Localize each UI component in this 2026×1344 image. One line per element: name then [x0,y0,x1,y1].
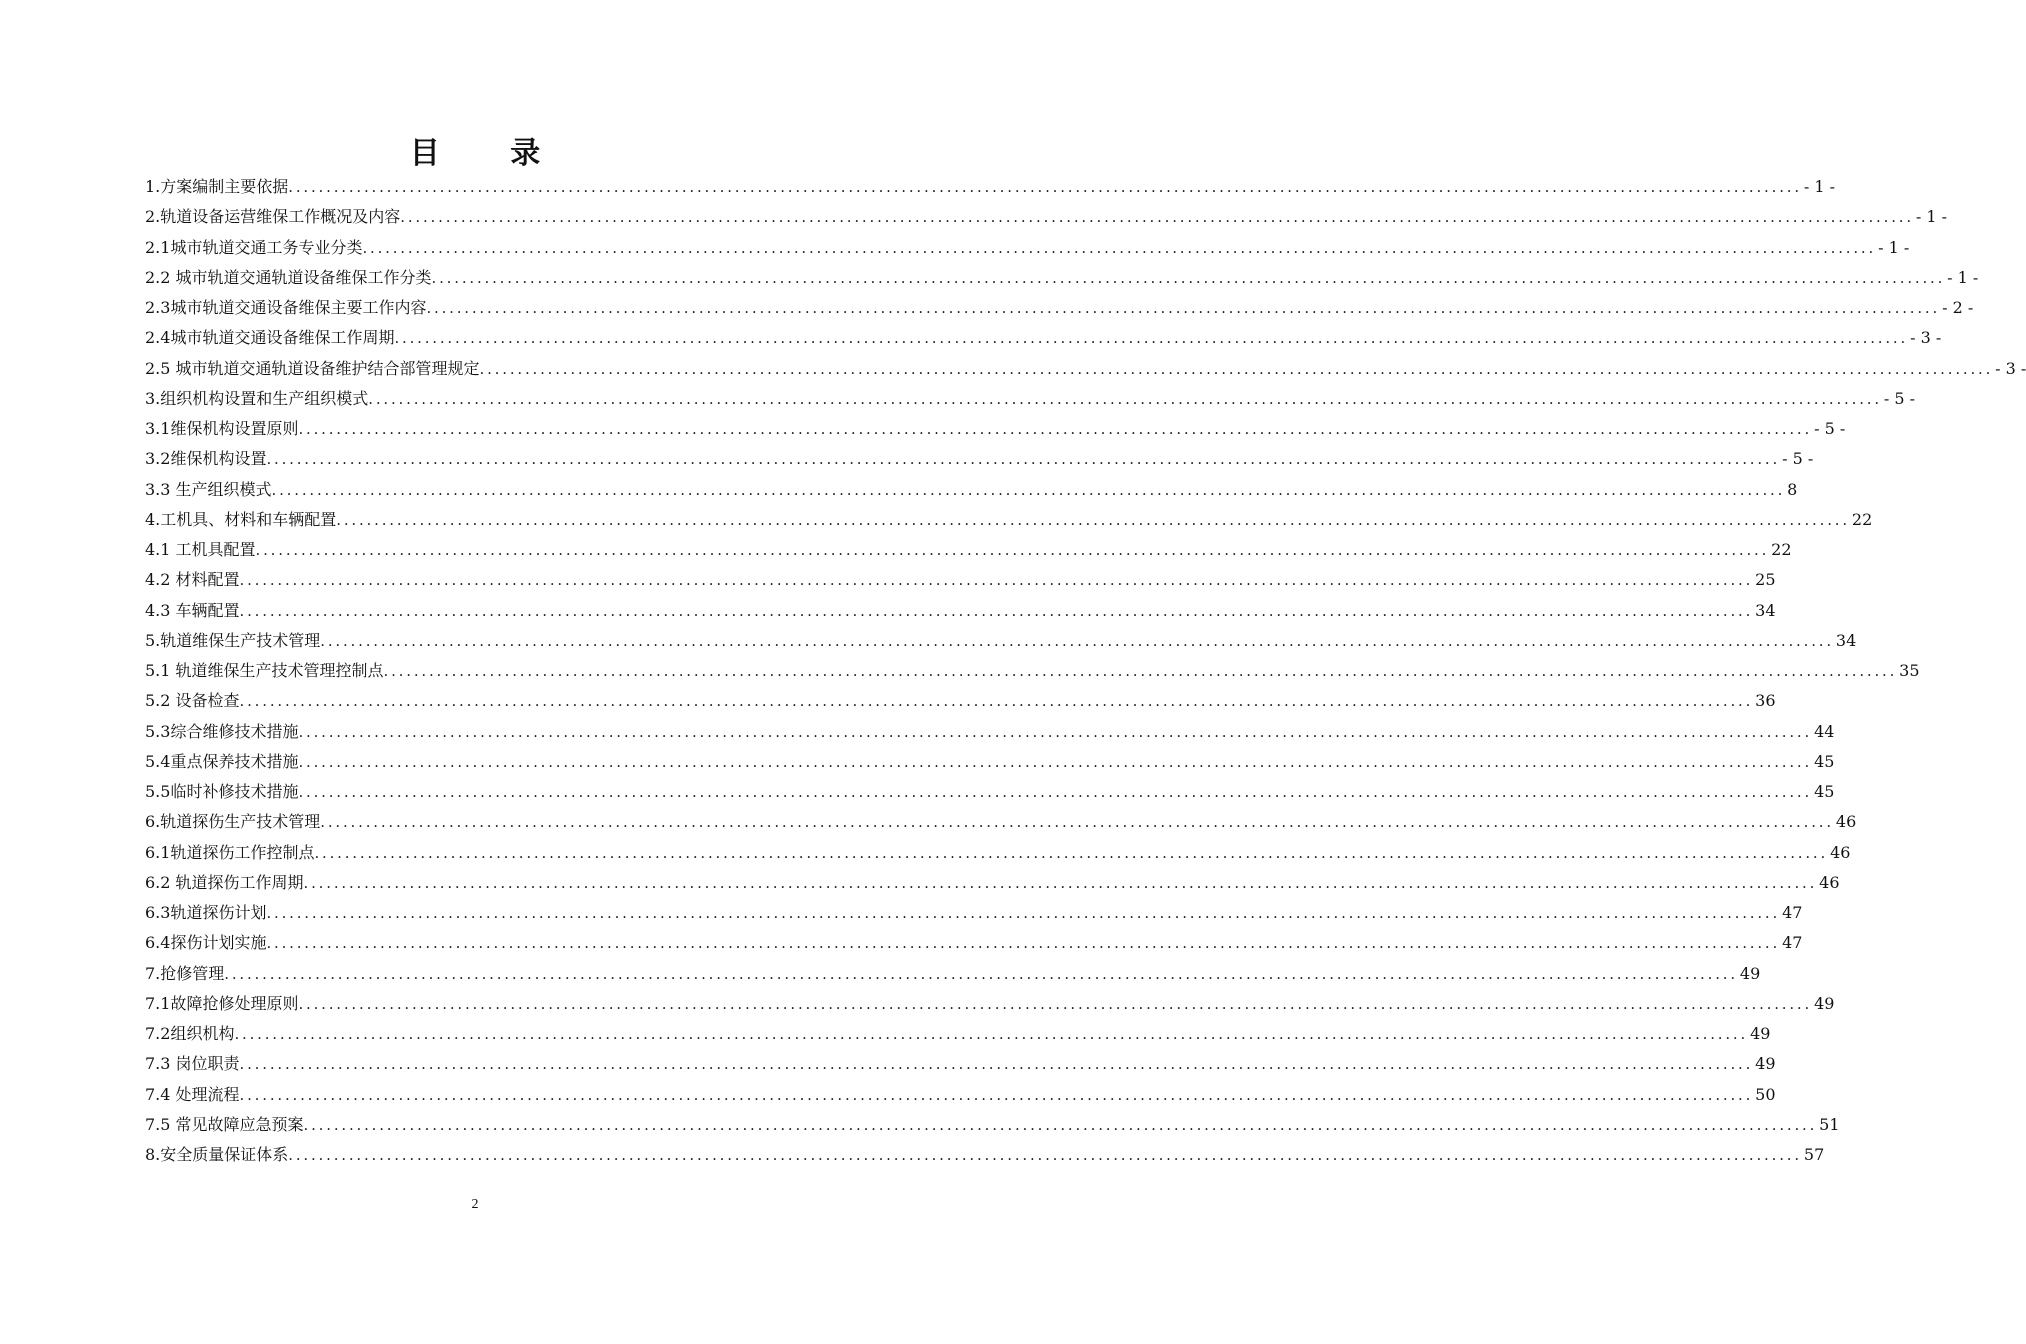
toc-leader-dots: ........................................................................................................................................................................................................ [383,662,1898,680]
toc-entry-page: - 1 - [1803,177,1836,196]
toc-entry[interactable] [145,898,1803,928]
toc-leader-dots: ........................................................................................................................................................................................................ [224,964,1738,983]
toc-entry-page: 49 [1750,1024,1771,1043]
toc-entry[interactable] [145,384,1916,414]
toc-leader-dots: ........................................................................................................................................................................................................ [431,268,1946,287]
toc-leader-dots: ........................................................................................................................................................................................................ [234,1025,1749,1043]
toc-entry[interactable] [145,1019,1771,1049]
toc-entry-label: 2.1城市轨道交通工务专业分类 [145,237,363,257]
toc-title: 目 录 [409,136,571,171]
toc-entry-page: 46 [1819,872,1840,892]
toc-entry-page: - 1 - [1878,237,1910,257]
toc-entry-page: - 1 - [1915,207,1948,227]
toc-entry-page: 45 [1814,751,1835,771]
toc-leader-dots: ........................................................................................................................................................................................................ [314,843,1829,862]
toc-entry[interactable] [145,928,1803,958]
toc-entry[interactable] [145,475,1798,505]
toc-entry-page: 46 [1835,812,1857,832]
toc-entry[interactable] [145,656,1920,686]
toc-leader-dots: ........................................................................................................................................................................................................ [426,299,1941,317]
toc-entry-label: 6.1轨道探伤工作控制点 [145,842,315,862]
toc-entry-label: 7.1故障抢修处理原则 [145,993,299,1013]
toc-entry[interactable] [145,959,1761,989]
toc-leader-dots: ........................................................................................................................................................................................................ [239,571,1754,590]
toc-entry-label: 2.4城市轨道交通设备维保工作周期 [145,328,395,348]
toc-entry[interactable] [145,838,1851,868]
toc-leader-dots: ........................................................................................................................................................................................................ [362,238,1877,257]
toc-entry-page: - 3 - [1910,328,1942,348]
toc-leader-dots: ........................................................................................................................................................................................................ [400,208,1914,227]
toc-entry-label: 6.3轨道探伤计划 [145,903,267,922]
toc-entry-label: 1.方案编制主要依据 [145,177,289,196]
toc-leader-dots: ........................................................................................................................................................................................................ [303,1115,1818,1134]
toc-entry[interactable] [145,444,1814,474]
toc-leader-dots: ........................................................................................................................................................................................................ [239,1085,1754,1104]
toc-entry-page: 25 [1755,570,1776,590]
toc-entry-label: 6.2 轨道探伤工作周期 [145,872,304,892]
toc-entry[interactable] [145,414,1846,444]
toc-entry[interactable] [145,686,1776,716]
toc-leader-dots: ........................................................................................................................................................................................................ [298,783,1813,801]
toc-leader-dots: ........................................................................................................................................................................................................ [479,359,1994,378]
toc-entry-label: 5.2 设备检查 [145,691,240,711]
toc-entry-page: 44 [1814,721,1835,741]
toc-entry-label: 5.轨道维保生产技术管理 [145,630,321,650]
toc-entry-page: 46 [1830,842,1851,862]
toc-entry[interactable] [145,1140,1825,1170]
toc-leader-dots: ........................................................................................................................................................................................................ [239,601,1754,620]
toc-entry[interactable] [145,717,1835,747]
toc-leader-dots: ........................................................................................................................................................................................................ [368,389,1882,408]
toc-leader-dots: ........................................................................................................................................................................................................ [239,692,1754,711]
toc-leader-dots: ........................................................................................................................................................................................................ [394,329,1909,348]
toc-leader-dots: ........................................................................................................................................................................................................ [320,631,1834,650]
toc-entry-label: 7.3 岗位职责 [145,1054,240,1074]
toc-leader-dots: ........................................................................................................................................................................................................ [266,450,1781,469]
toc-entry-page: 36 [1755,691,1776,711]
toc-entry-label: 3.2维保机构设置 [145,449,267,469]
toc-entry[interactable] [145,354,2026,384]
table-of-contents [145,172,2026,1170]
toc-entry-label: 4.3 车辆配置 [145,600,240,620]
toc-entry[interactable] [145,868,1840,898]
toc-entry-page: - 3 - [1995,358,2026,378]
toc-leader-dots: ........................................................................................................................................................................................................ [255,541,1770,559]
toc-entry-label: 3.组织机构设置和生产组织模式 [145,388,369,408]
toc-entry[interactable] [145,535,1792,565]
toc-entry-page: 49 [1755,1054,1776,1074]
toc-leader-dots: ........................................................................................................................................................................................................ [266,934,1781,953]
toc-leader-dots: ........................................................................................................................................................................................................ [288,1146,1802,1164]
toc-entry[interactable] [145,1110,1840,1140]
toc-entry-page: - 1 - [1947,267,1979,287]
toc-entry[interactable] [145,233,1910,263]
toc-leader-dots: ........................................................................................................................................................................................................ [298,722,1813,741]
toc-entry-label: 5.5临时补修技术措施 [145,782,299,801]
toc-entry-page: 35 [1899,661,1920,680]
toc-entry-label: 2.2 城市轨道交通轨道设备维保工作分类 [145,267,432,287]
toc-entry-label: 2.轨道设备运营维保工作概况及内容 [145,207,401,227]
toc-entry[interactable] [145,172,1836,202]
toc-entry-page: 49 [1739,963,1761,983]
toc-entry-page: 50 [1755,1084,1776,1104]
toc-entry-label: 2.5 城市轨道交通轨道设备维护结合部管理规定 [145,358,480,378]
toc-entry-label: 4.2 材料配置 [145,570,240,590]
toc-entry-label: 5.4重点保养技术措施 [145,751,299,771]
toc-entry-label: 5.3综合维修技术措施 [145,721,299,741]
toc-leader-dots: ........................................................................................................................................................................................................ [266,904,1781,922]
toc-entry-page: - 5 - [1883,388,1916,408]
toc-leader-dots: ........................................................................................................................................................................................................ [298,420,1813,438]
toc-leader-dots: ........................................................................................................................................................................................................ [303,873,1818,892]
toc-leader-dots: ........................................................................................................................................................................................................ [298,752,1813,771]
toc-entry-page: 22 [1851,509,1873,529]
toc-entry[interactable] [145,1049,1776,1079]
toc-entry-page: 47 [1782,903,1803,922]
toc-entry[interactable] [145,1080,1776,1110]
toc-entry-label: 8.安全质量保证体系 [145,1145,289,1164]
toc-entry-label: 3.1维保机构设置原则 [145,419,299,438]
toc-entry[interactable] [145,323,1942,353]
toc-entry[interactable] [145,596,1776,626]
toc-entry[interactable] [145,293,1974,323]
toc-entry[interactable] [145,989,1835,1019]
toc-entry-page: 49 [1814,993,1835,1013]
toc-entry-label: 4.1 工机具配置 [145,540,256,559]
toc-leader-dots: ........................................................................................................................................................................................................ [271,480,1786,499]
toc-entry[interactable] [145,626,1857,656]
toc-entry[interactable] [145,777,1835,807]
toc-entry[interactable] [145,263,1979,293]
toc-entry-label: 7.5 常见故障应急预案 [145,1114,304,1134]
toc-entry-page: - 5 - [1782,449,1814,469]
toc-entry[interactable] [145,807,1857,837]
page-number: 2 [471,1197,479,1212]
toc-entry-page: 45 [1814,782,1835,801]
toc-entry-page: 34 [1755,600,1776,620]
toc-entry-page: - 5 - [1814,419,1846,438]
toc-entry-label: 3.3 生产组织模式 [145,479,272,499]
toc-entry[interactable] [145,202,1948,232]
toc-entry-label: 2.3城市轨道交通设备维保主要工作内容 [145,298,427,317]
toc-entry[interactable] [145,565,1776,595]
toc-entry-page: 51 [1819,1114,1840,1134]
toc-entry[interactable] [145,505,1873,535]
toc-entry-label: 5.1 轨道维保生产技术管理控制点 [145,661,384,680]
toc-leader-dots: ........................................................................................................................................................................................................ [288,178,1802,196]
toc-entry-label: 7.抢修管理 [145,963,225,983]
toc-entry-label: 4.工机具、材料和车辆配置 [145,509,337,529]
toc-entry-page: 34 [1835,630,1857,650]
toc-leader-dots: ........................................................................................................................................................................................................ [239,1055,1754,1074]
toc-entry-label: 6.轨道探伤生产技术管理 [145,812,321,832]
toc-leader-dots: ........................................................................................................................................................................................................ [320,813,1834,832]
toc-entry-page: 57 [1803,1145,1825,1164]
toc-entry[interactable] [145,747,1835,777]
toc-leader-dots: ........................................................................................................................................................................................................ [298,994,1813,1013]
toc-entry-label: 7.2组织机构 [145,1024,235,1043]
toc-entry-page: 47 [1782,933,1803,953]
toc-entry-label: 6.4探伤计划实施 [145,933,267,953]
toc-entry-label: 7.4 处理流程 [145,1084,240,1104]
toc-entry-page: 8 [1787,479,1798,499]
toc-entry-page: 22 [1771,540,1792,559]
toc-leader-dots: ........................................................................................................................................................................................................ [336,510,1850,529]
toc-entry-page: - 2 - [1942,298,1974,317]
